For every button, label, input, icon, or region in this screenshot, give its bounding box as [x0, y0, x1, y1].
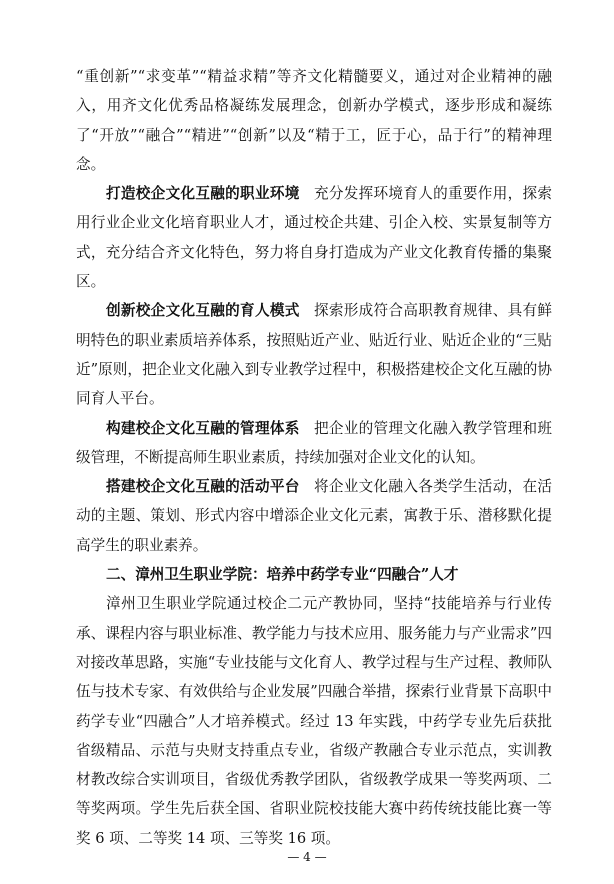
paragraph-heading: 构建校企文化互融的管理体系: [106, 419, 300, 437]
paragraph-management-system: [76, 414, 552, 473]
paragraph-text: 充分发挥环境育人的重要作用，探索用行业企业文化培育职业人才，通过校企共建、引企入校、实景复制等方式，充分结合齐文化特色，努力将自身打造成为产业文化教育传播的集聚区。: [76, 185, 552, 291]
paragraph-heading: 创新校企文化互融的育人模式: [106, 302, 300, 320]
section-heading: [76, 560, 552, 589]
paragraph-text: 把企业的管理文化融入教学管理和班级管理，不断提高师生职业素质，持续加强对企业文化的认知。: [76, 419, 552, 466]
paragraph-text: 漳州卫生职业学院通过校企二元产教协同，坚持“技能培养与行业传承、课程内容与职业标准、教学能力与技术应用、服务能力与产业需求”四对接改革思路，实施“专业技能与文化育人、教学过程与生产过程、教师队伍与技术专家、有效供给与企业发展”四融合举措，探索行业背景下高职中药学专业“四融合”人才培养模式。经过 13 年实践，中药学专业先后获批省级精品、示范与央财支持重点专业，省级产教融合专业示范点，实训教材教改综合实训项目，省级优秀教学团队，省级教学成果一等奖两项、二等奖两项。学生先后获全国、省职业院校技能大赛中药传统技能比赛一等奖 6 项、二等奖 14 项、三等奖 16 项。: [76, 595, 552, 847]
paragraph-heading: 搭建校企文化互融的活动平台: [106, 478, 300, 496]
paragraph-intro: [76, 62, 552, 179]
section-heading-text: 二、漳州卫生职业学院：培养中药学专业“四融合”人才: [106, 566, 459, 584]
paragraph-zhangzhou: [76, 589, 552, 853]
paragraph-education-model: [76, 296, 552, 413]
paragraph-environment: [76, 179, 552, 296]
paragraph-text: 将企业文化融入各类学生活动，在活动的主题、策划、形式内容中增添企业文化元素，寓教于乐、潜移默化提高学生的职业素养。: [76, 478, 552, 554]
paragraph-activity-platform: [76, 472, 552, 560]
paragraph-heading: 打造校企文化互融的职业环境: [106, 185, 300, 203]
paragraph-text: “重创新”“求变革”“精益求精”等齐文化精髓要义，通过对企业精神的融入，用齐文化优秀品格凝练发展理念，创新办学模式，逐步形成和凝练了“开放”“融合”“精进”“创新”以及“精于工，匠于心，品于行”的精神理念。: [76, 68, 552, 173]
page-number: — 4 —: [287, 850, 327, 864]
document-page: [76, 62, 552, 853]
paragraph-text: 探索形成符合高职教育规律、具有鲜明特色的职业素质培养体系，按照贴近产业、贴近行业、贴近企业的“三贴近”原则，把企业文化融入到专业教学过程中，积极搭建校企文化互融的协同育人平台。: [76, 302, 552, 408]
